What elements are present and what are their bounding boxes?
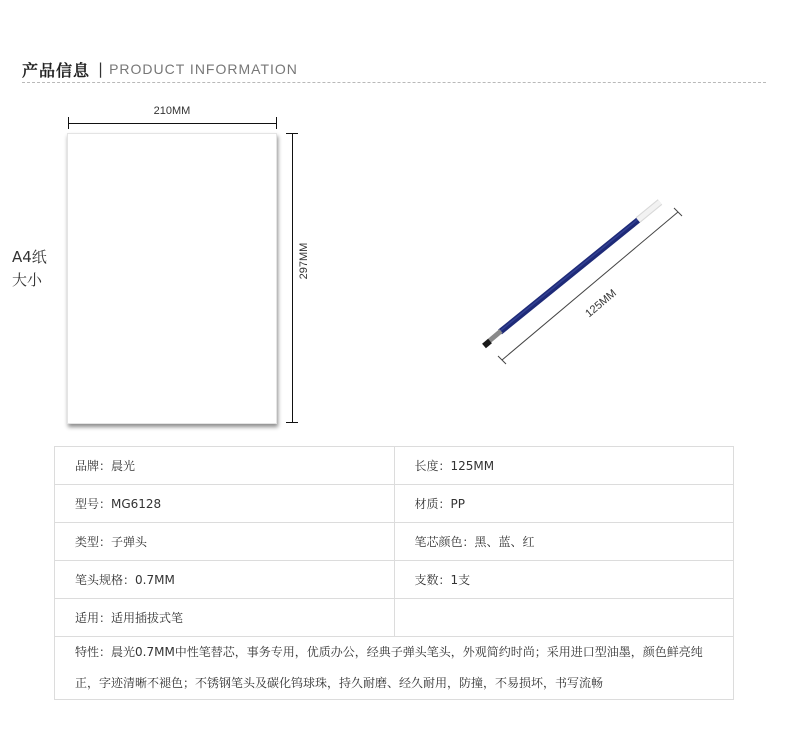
- refill-tip: [484, 341, 490, 346]
- refill-length-label: 125MM: [583, 287, 619, 321]
- paper-height-tick-top: [286, 133, 298, 134]
- spec-model: 型号：MG6128: [55, 485, 395, 523]
- spec-type: 类型：子弹头: [55, 523, 395, 561]
- paper-height-label: 297MM: [298, 242, 310, 280]
- spec-brand: 品牌：晨光: [55, 447, 395, 485]
- spec-length: 长度：125MM: [394, 447, 733, 485]
- refill-body: [500, 217, 642, 332]
- spec-tip-size: 笔头规格：0.7MM: [55, 561, 395, 599]
- section-title-cn: 产品信息: [22, 60, 91, 80]
- title-separator: |: [98, 60, 104, 78]
- paper-width-tick-left: [68, 117, 69, 129]
- spec-ink-colors: 笔芯颜色：黑、蓝、红: [394, 523, 733, 561]
- table-row: [55, 599, 734, 637]
- table-row: [55, 637, 734, 700]
- spec-table: [54, 446, 734, 700]
- paper-height-dimension-line: [292, 133, 293, 422]
- spec-features: 特性：晨光0.7MM中性笔替芯，事务专用，优质办公，经典子弹头笔头，外观简约时尚；采用进口型油墨，颜色鲜亮纯正，字迹清晰不褪色；不锈钢笔头及碳化钨球珠，持久耐磨、经久耐用，防撞，不易损坏，书写流畅: [55, 637, 734, 700]
- spec-material: 材质：PP: [394, 485, 733, 523]
- a4-size-label: A4纸大小: [12, 248, 47, 289]
- spec-count: 支数：1支: [394, 561, 733, 599]
- header-divider: [22, 82, 766, 83]
- paper-width-tick-right: [276, 117, 277, 129]
- refill-end-cap-inner: [638, 202, 660, 220]
- spec-compatibility: 适用：适用插拔式笔: [55, 599, 395, 637]
- table-row: [55, 485, 734, 523]
- section-header: [22, 58, 298, 80]
- paper-width-dimension-line: [68, 123, 276, 124]
- table-row: [55, 447, 734, 485]
- table-row: [55, 523, 734, 561]
- refill-length-dimension-line: [502, 212, 678, 360]
- refill-metal-collar: [488, 331, 501, 342]
- spec-empty-cell: [394, 599, 733, 637]
- paper-width-label: 210MM: [153, 105, 191, 117]
- table-row: [55, 561, 734, 599]
- pen-refill-illustration: [470, 185, 690, 375]
- paper-height-tick-bottom: [286, 422, 298, 423]
- a4-paper-sheet: [67, 133, 277, 424]
- section-title-en: PRODUCT INFORMATION: [109, 61, 298, 77]
- pen-refill-icon: [484, 202, 682, 364]
- refill-body-highlight: [500, 216, 642, 331]
